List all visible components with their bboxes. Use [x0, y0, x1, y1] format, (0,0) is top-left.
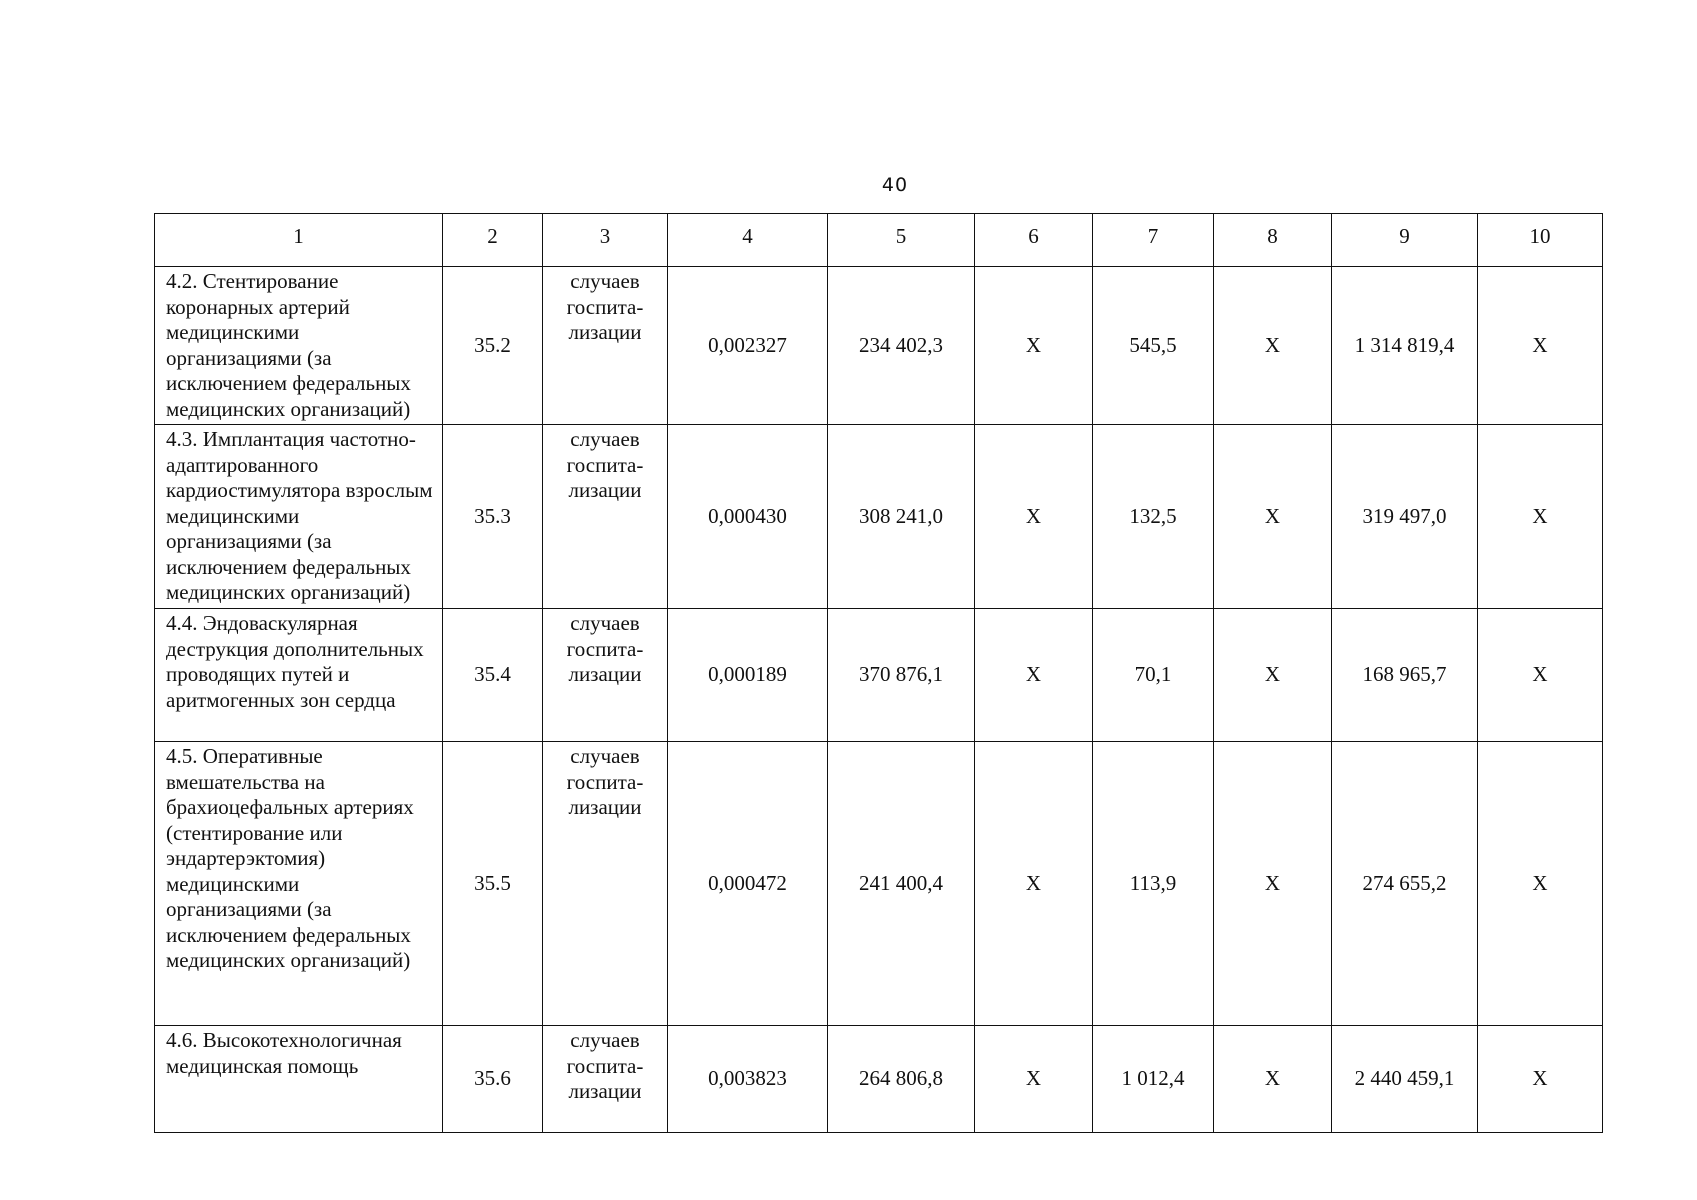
row-unit	[543, 609, 668, 742]
column-header-4: 4	[668, 214, 828, 267]
row-col4: 0,003823	[668, 1026, 828, 1133]
row-col6: Х	[975, 742, 1093, 1026]
row-name: 4.4. Эндоваскулярная деструкция дополнительных проводящих путей и аритмогенных зон сердца	[155, 609, 443, 742]
row-col10: Х	[1478, 1026, 1603, 1133]
row-col10: Х	[1478, 742, 1603, 1026]
row-col8: Х	[1214, 742, 1332, 1026]
table-row	[155, 425, 1603, 609]
row-col5: 308 241,0	[828, 425, 975, 609]
row-col10: Х	[1478, 267, 1603, 425]
unit-line: лизации	[568, 478, 642, 502]
row-col9: 2 440 459,1	[1332, 1026, 1478, 1133]
unit-line: лизации	[568, 662, 642, 686]
unit-line: случаев	[570, 1028, 640, 1052]
page-number: 40	[881, 174, 909, 196]
row-code: 35.2	[443, 267, 543, 425]
row-col5: 264 806,8	[828, 1026, 975, 1133]
column-header-7: 7	[1093, 214, 1214, 267]
row-col9: 274 655,2	[1332, 742, 1478, 1026]
row-col7: 545,5	[1093, 267, 1214, 425]
row-col8: Х	[1214, 609, 1332, 742]
row-unit	[543, 1026, 668, 1133]
row-col6: Х	[975, 609, 1093, 742]
table-row	[155, 1026, 1603, 1133]
column-header-9: 9	[1332, 214, 1478, 267]
row-name: 4.5. Оперативные вмешательства на брахиоцефальных артериях (стентирование или эндартерэктомия) медицинскими организациями (за исключением федеральных медицинских организаций)	[155, 742, 443, 1026]
data-table	[154, 213, 1603, 1133]
row-col5: 241 400,4	[828, 742, 975, 1026]
row-col6: Х	[975, 425, 1093, 609]
row-name: 4.3. Имплантация частотно-адаптированного кардиостимулятора взрослым медицинскими организациями (за исключением федеральных медицинских организаций)	[155, 425, 443, 609]
unit-line: лизации	[568, 1079, 642, 1103]
unit-line: госпита-	[566, 294, 644, 319]
row-col7: 70,1	[1093, 609, 1214, 742]
column-header-6: 6	[975, 214, 1093, 267]
header-row	[155, 214, 1603, 267]
row-col4: 0,002327	[668, 267, 828, 425]
column-header-3: 3	[543, 214, 668, 267]
row-name: 4.2. Стентирование коронарных артерий медицинскими организациями (за исключением федеральных медицинских организаций)	[155, 267, 443, 425]
row-col6: Х	[975, 1026, 1093, 1133]
row-code: 35.3	[443, 425, 543, 609]
row-col7: 1 012,4	[1093, 1026, 1214, 1133]
row-col9: 1 314 819,4	[1332, 267, 1478, 425]
unit-line: случаев	[570, 744, 640, 768]
row-col10: Х	[1478, 425, 1603, 609]
row-col4: 0,000189	[668, 609, 828, 742]
unit-line: лизации	[568, 795, 642, 819]
unit-line: случаев	[570, 269, 640, 293]
row-code: 35.4	[443, 609, 543, 742]
row-unit	[543, 425, 668, 609]
unit-line: лизации	[568, 320, 642, 344]
column-header-5: 5	[828, 214, 975, 267]
unit-line: госпита-	[566, 452, 644, 477]
column-header-2: 2	[443, 214, 543, 267]
row-col8: Х	[1214, 267, 1332, 425]
unit-line: госпита-	[566, 1053, 644, 1078]
row-col10: Х	[1478, 609, 1603, 742]
unit-line: госпита-	[566, 769, 644, 794]
table-row	[155, 742, 1603, 1026]
row-col4: 0,000472	[668, 742, 828, 1026]
row-col9: 319 497,0	[1332, 425, 1478, 609]
row-unit	[543, 267, 668, 425]
column-header-10: 10	[1478, 214, 1603, 267]
row-col4: 0,000430	[668, 425, 828, 609]
row-name: 4.6. Высокотехнологичная медицинская помощь	[155, 1026, 443, 1133]
table-row	[155, 267, 1603, 425]
row-col8: Х	[1214, 425, 1332, 609]
row-code: 35.5	[443, 742, 543, 1026]
column-header-1: 1	[155, 214, 443, 267]
row-col7: 132,5	[1093, 425, 1214, 609]
row-unit	[543, 742, 668, 1026]
row-col5: 370 876,1	[828, 609, 975, 742]
row-col8: Х	[1214, 1026, 1332, 1133]
row-code: 35.6	[443, 1026, 543, 1133]
row-col9: 168 965,7	[1332, 609, 1478, 742]
column-header-8: 8	[1214, 214, 1332, 267]
table-row	[155, 609, 1603, 742]
unit-line: случаев	[570, 427, 640, 451]
row-col7: 113,9	[1093, 742, 1214, 1026]
row-col5: 234 402,3	[828, 267, 975, 425]
row-col6: Х	[975, 267, 1093, 425]
unit-line: случаев	[570, 611, 640, 635]
unit-line: госпита-	[566, 636, 644, 661]
